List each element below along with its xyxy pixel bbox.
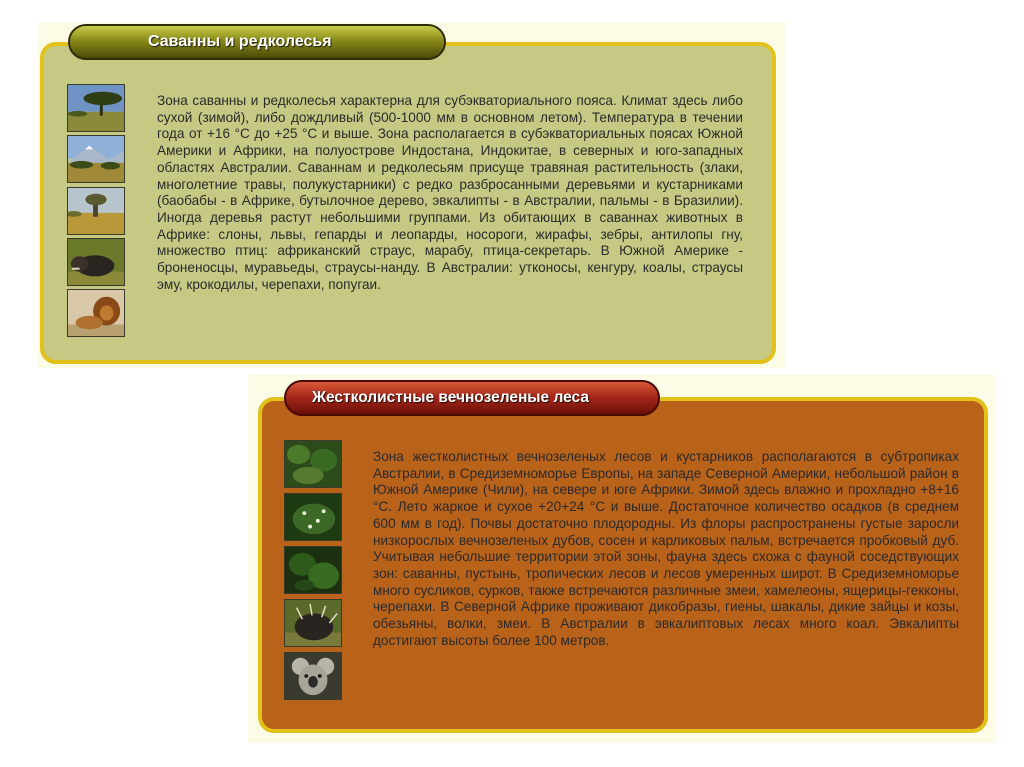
forest-title: Жестколистные вечнозеленые леса — [312, 389, 589, 406]
koala-photo — [284, 652, 342, 700]
savanna-title: Саванны и редколесья — [148, 33, 332, 50]
forest-text: Зона жестколистных вечнозеленых лесов и кустарников располагаются в субтропиках Австралии, в Средиземноморье Европы, на западе Северной Америки, небольшой район в Южной Америке (Чили), на севере и юге Африки. Зимой здесь влажно и прохладно +8+16 °С. Лето жаркое и сухое +20+24 °С и выше. Достаточное количество осадков (в среднем 600 мм в год). Почвы достаточно плодородны. Из флоры распространены густые заросли низкорослых вечнозеленых дубов, сосен и карликовых пальм, встречается пробковый дуб. Учитывая небольшие территории этой зоны, фауна здесь схожа с фауной соседствующих зон: саванны, пустынь, тропических лесов и лесов умеренных широт. В Средиземноморье много сусликов, сурков, также встречаются различные змеи, хамелеоны, ящерицы-гекконы, черепахи. В Северной Африке проживают дикобразы, гиены, шакалы, дикие зайцы и козы, обезьяны, волки, змеи. В Австралии в эвкалиптовых лесах много коал. Эвкалипты достигают высоты более 100 метров. — [373, 449, 959, 648]
acacia-savanna-photo — [67, 84, 125, 132]
savanna-text: Зона саванны и редколесья характерна для субэкваториального пояса. Климат здесь либо сухой (зимой), либо дождливый (500-1000 мм в основном летом). Температура в течении года от +16 °С до +25 °С и выше. Зона располагается в субэкваториальных поясах Южной Америки и Африки, на полуострове Индостана, Индокитае, в северных и юго-западных областях Австралии. Саваннам и редколесьям присуще травяная растительность (злаки, многолетние травы, полукустарники) с редко разбросанными деревьями и кустарниками (баобабы - в Африке, бутылочное дерево, эвкалипты - в Австралии, пальмы - в Бразилии). Иногда деревья растут небольшими группами. Из обитающих в саваннах животных в Африке: слоны, львы, гепарды и леопарды, носороги, жирафы, зебры, антилопы гну, множество птиц: африканский страус, марабу, птица-секретарь. В Южной Америке - броненосцы, муравьеды, страусы-нанду. В Австралии: утконосы, кенгуру, коалы, страусы эму, крокодилы, черепахи, попугаи. — [157, 93, 743, 292]
savanna-title-pill — [68, 24, 446, 60]
porcupine-photo — [284, 599, 342, 647]
baobab-savanna-photo — [67, 187, 125, 235]
dense-shrub-photo — [284, 440, 342, 488]
forest-title-pill — [284, 380, 660, 416]
mountain-savanna-photo — [67, 135, 125, 183]
lion-photo — [67, 289, 125, 337]
evergreen-foliage-photo — [284, 546, 342, 594]
warthog-photo — [67, 238, 125, 286]
flowering-shrub-photo — [284, 493, 342, 541]
